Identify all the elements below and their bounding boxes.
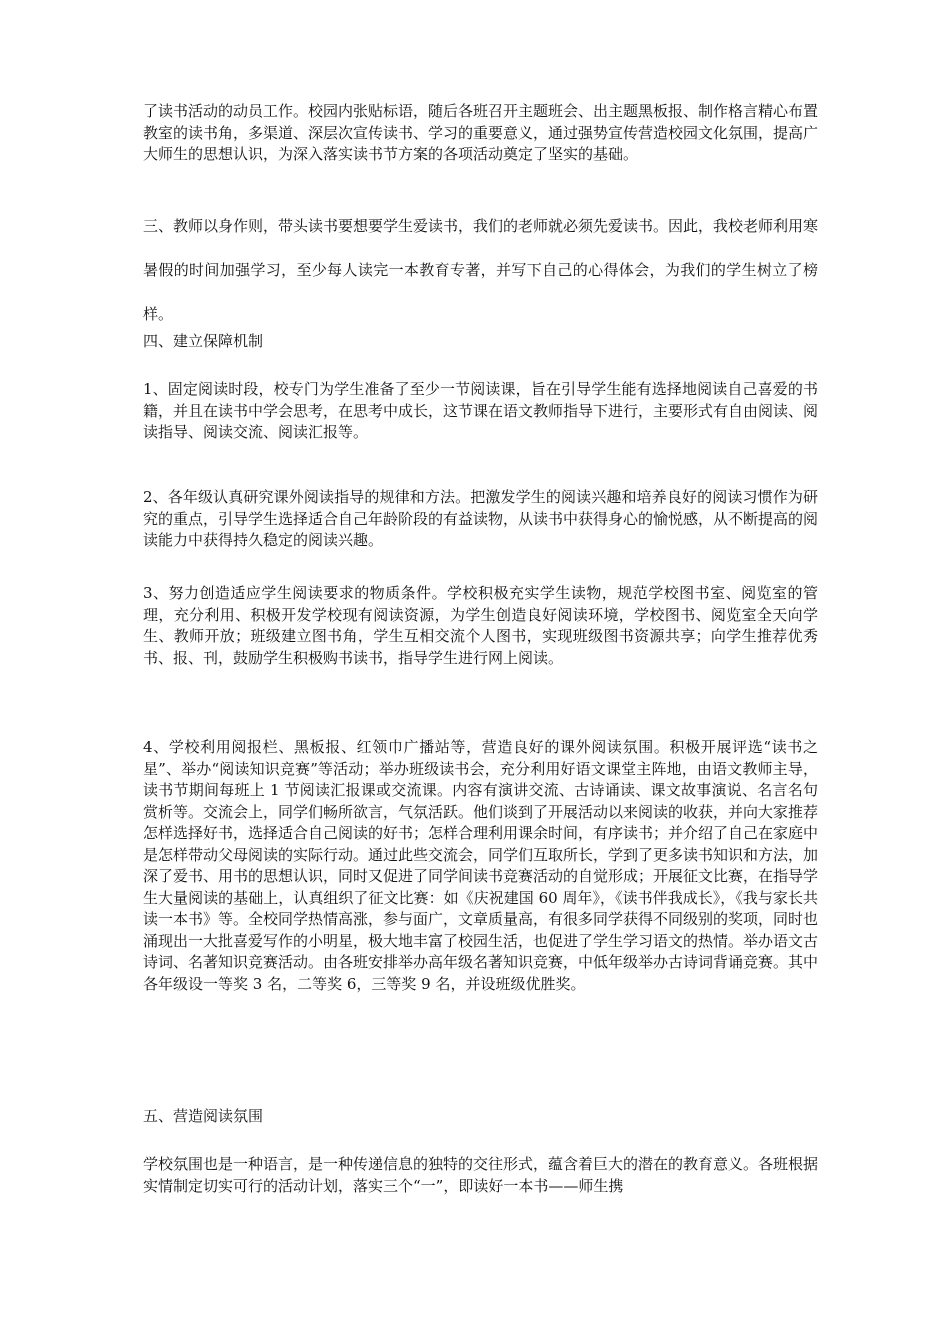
- paragraph-item-3: 3、努力创造适应学生阅读要求的物质条件。学校积极充实学生读物，规范学校图书室、阅览室的管理，充分利用、积极开发学校现有阅读资源，为学生创造良好阅读环境，学校图书、阅览室全天向学生、教师开放；班级建立图书角，学生互相交流个人图书，实现班级图书资源共享；向学生推荐优秀书、报、刊，鼓励学生积极购书读书，指导学生进行网上阅读。: [143, 584, 818, 667]
- paragraph-school-atmosphere: 学校氛围也是一种语言，是一种传递信息的独特的交往形式，蕴含着巨大的潜在的教育意义。各班根据实情制定切实可行的活动计划，落实三个“一”，即读好一本书——师生携: [143, 1155, 819, 1195]
- heading-guarantee-mechanism: 四、建立保障机制: [143, 332, 264, 350]
- paragraph-reading-mobilization: 了读书活动的动员工作。校园内张贴标语，随后各班召开主题班会、出主题黑板报、制作格言精心布置教室的读书角，多渠道、深层次宣传读书、学习的重要意义，通过强势宣传营造校园文化氛围，提高广大师生的思想认识，为深入落实读书节方案的各项活动奠定了坚实的基础。: [143, 102, 819, 163]
- heading-reading-atmosphere: 五、营造阅读氛围: [143, 1107, 264, 1125]
- paragraph-teachers-lead: 三、教师以身作则，带头读书要想要学生爱读书，我们的老师就必须先爱读书。因此，我校老师利用寒暑假的时间加强学习，至少每人读完一本教育专著，并写下自己的心得体会，为我们的学生树立了榜样。: [143, 217, 819, 323]
- paragraph-item-1: 1、固定阅读时段，校专门为学生准备了至少一节阅读课，旨在引导学生能有选择地阅读自己喜爱的书籍，并且在读书中学会思考，在思考中成长，这节课在语文教师指导下进行，主要形式有自由阅读、阅读指导、阅读交流、阅读汇报等。: [143, 380, 819, 441]
- paragraph-item-2: 2、各年级认真研究课外阅读指导的规律和方法。把激发学生的阅读兴趣和培养良好的阅读习惯作为研究的重点，引导学生选择适合自己年龄阶段的有益读物，从读书中获得身心的愉悦感，从不断提高的阅读能力中获得持久稳定的阅读兴趣。: [143, 488, 819, 549]
- paragraph-item-4: 4、学校利用阅报栏、黑板报、红领巾广播站等，营造良好的课外阅读氛围。积极开展评选“读书之星”、举办“阅读知识竞赛”等活动；举办班级读书会，充分利用好语文课堂主阵地，由语文教师主导，读书节期间每班上 1 节阅读汇报课或交流课。内容有演讲交流、古诗诵读、课文故事演说、名言名句赏析等。交流会上，同学们畅所欲言，气氛活跃。他们谈到了开展活动以来阅读的收获，并向大家推荐怎样选择好书，选择适合自己阅读的好书；怎样合理利用课余时间，有序读书；并介绍了自己在家庭中是怎样带动父母阅读的实际行动。通过此些交流会，同学们互取所长，学到了更多读书知识和方法，加深了爱书、用书的思想认识，同时又促进了同学间读书竞赛活动的自觉形成；开展征文比赛，在指导学生大量阅读的基础上，认真组织了征文比赛：如《庆祝建国 60 周年》，《读书伴我成长》，《我与家长共读一本书》等。全校同学热情高涨，参与面广，文章质量高，有很多同学获得不同级别的奖项，同时也涌现出一大批喜爱写作的小明星，极大地丰富了校园生活，也促进了学生学习语文的热情。举办语文古诗词、名著知识竞赛活动。由各班安排举办高年级名著知识竞赛，中低年级举办古诗词背诵竞赛。其中各年级设一等奖 3 名，二等奖 6，三等奖 9 名，并设班级优胜奖。: [143, 738, 819, 993]
